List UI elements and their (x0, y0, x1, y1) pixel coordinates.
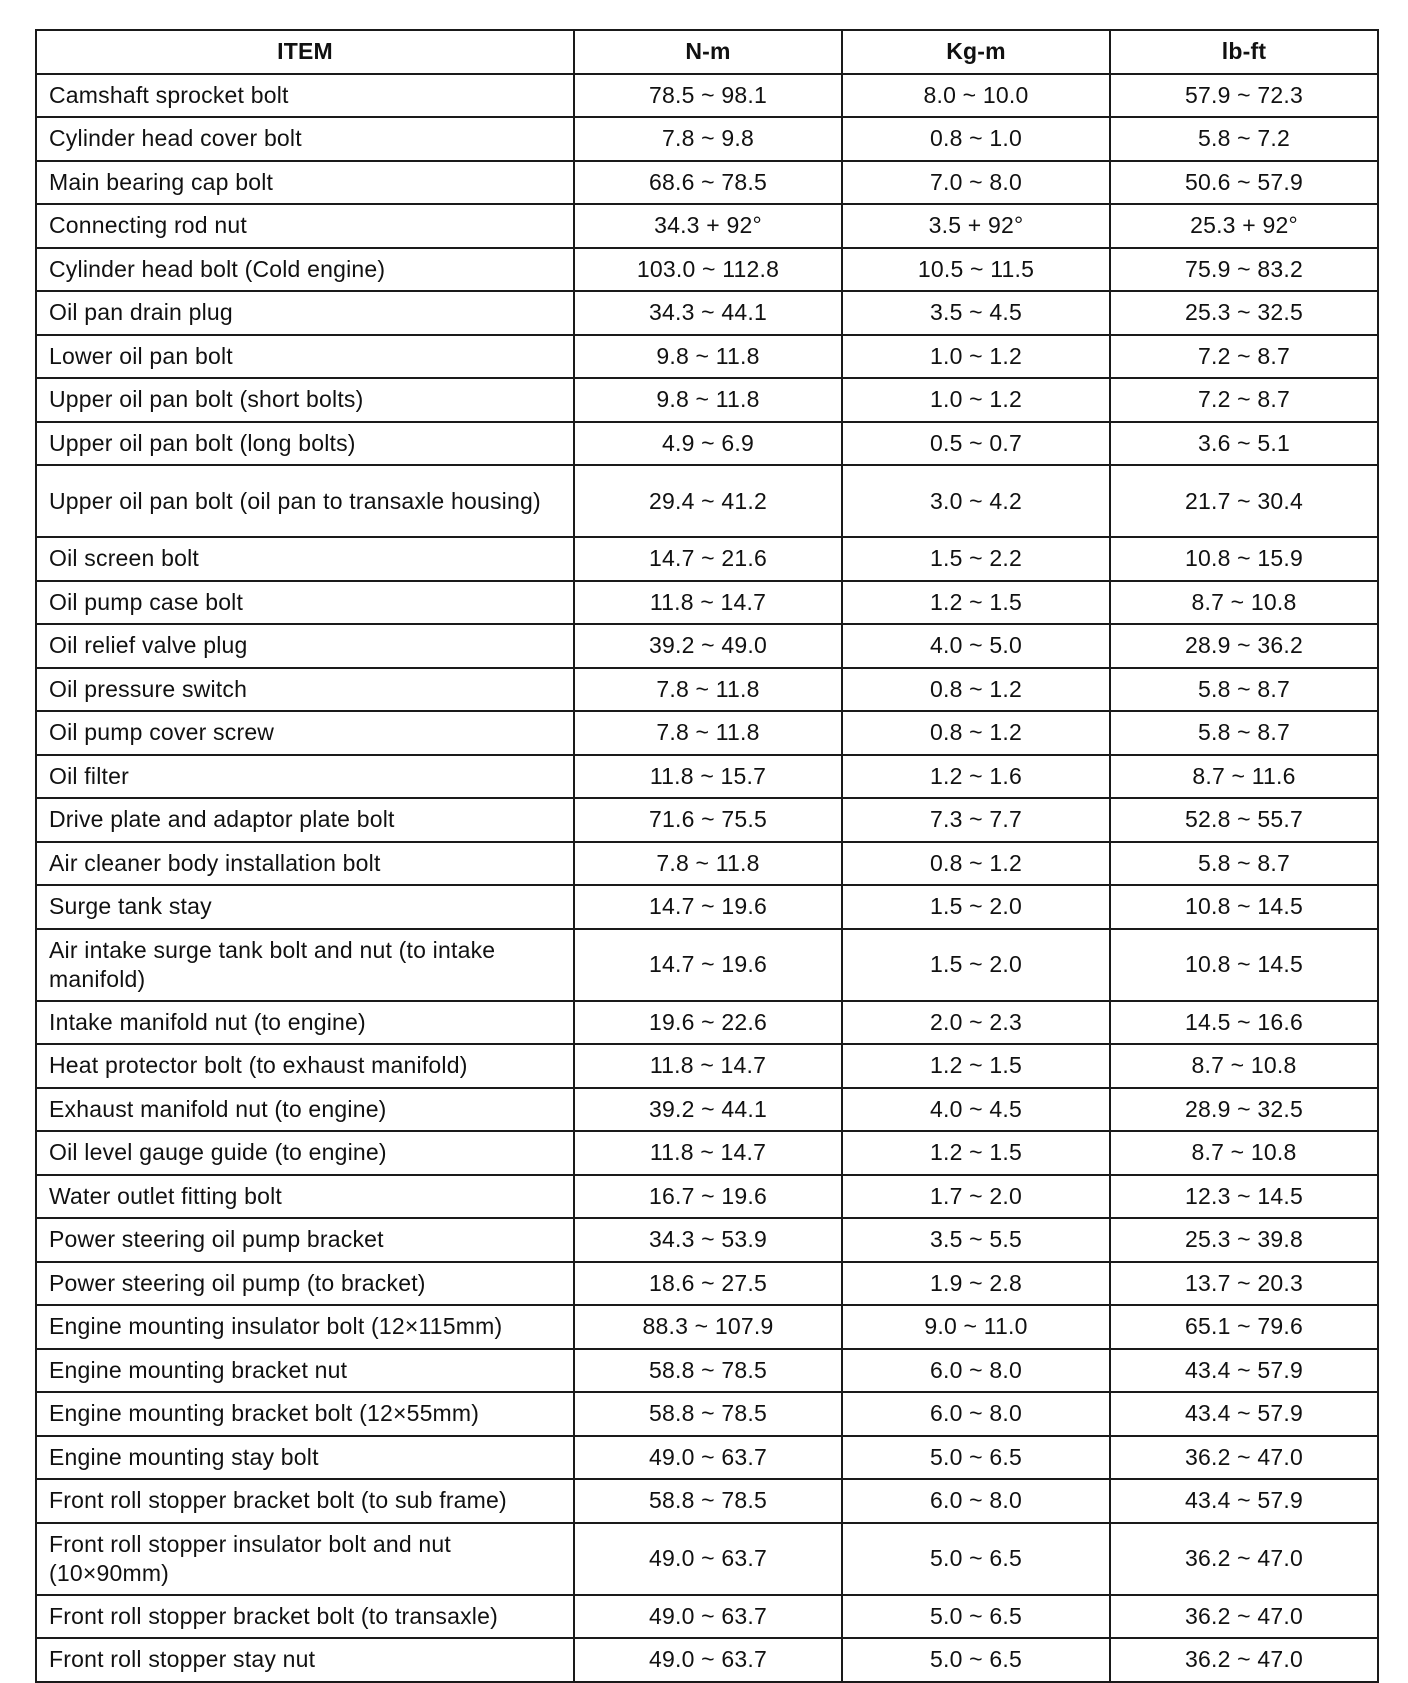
table-row (36, 842, 1378, 886)
cell-lbft: 8.7 ~ 10.8 (1110, 1044, 1378, 1088)
cell-lbft: 65.1 ~ 79.6 (1110, 1305, 1378, 1349)
cell-item: Air cleaner body installation bolt (36, 842, 574, 886)
cell-kgm: 1.5 ~ 2.0 (842, 929, 1110, 1001)
table-row (36, 1305, 1378, 1349)
cell-item: Engine mounting stay bolt (36, 1436, 574, 1480)
cell-item: Air intake surge tank bolt and nut (to intake manifold) (36, 929, 574, 1001)
cell-lbft: 25.3 ~ 32.5 (1110, 291, 1378, 335)
cell-lbft: 43.4 ~ 57.9 (1110, 1349, 1378, 1393)
cell-item: Water outlet fitting bolt (36, 1175, 574, 1219)
table-row (36, 161, 1378, 205)
cell-lbft: 7.2 ~ 8.7 (1110, 378, 1378, 422)
cell-item: Power steering oil pump (to bracket) (36, 1262, 574, 1306)
table-row (36, 1349, 1378, 1393)
cell-item: Front roll stopper bracket bolt (to sub frame) (36, 1479, 574, 1523)
table-row (36, 929, 1378, 1001)
cell-nm: 7.8 ~ 9.8 (574, 117, 842, 161)
table-row (36, 711, 1378, 755)
cell-item: Oil relief valve plug (36, 624, 574, 668)
table-row (36, 378, 1378, 422)
cell-nm: 34.3 + 92° (574, 204, 842, 248)
cell-nm: 9.8 ~ 11.8 (574, 335, 842, 379)
cell-kgm: 6.0 ~ 8.0 (842, 1479, 1110, 1523)
table-body (36, 74, 1378, 1682)
cell-kgm: 7.3 ~ 7.7 (842, 798, 1110, 842)
cell-kgm: 1.2 ~ 1.5 (842, 1131, 1110, 1175)
cell-kgm: 0.8 ~ 1.2 (842, 668, 1110, 712)
cell-lbft: 43.4 ~ 57.9 (1110, 1392, 1378, 1436)
cell-lbft: 25.3 + 92° (1110, 204, 1378, 248)
cell-kgm: 1.5 ~ 2.0 (842, 885, 1110, 929)
cell-item: Front roll stopper insulator bolt and nut (10×90mm) (36, 1523, 574, 1595)
table-row (36, 465, 1378, 537)
cell-nm: 34.3 ~ 44.1 (574, 291, 842, 335)
cell-kgm: 7.0 ~ 8.0 (842, 161, 1110, 205)
cell-item: Lower oil pan bolt (36, 335, 574, 379)
cell-nm: 7.8 ~ 11.8 (574, 711, 842, 755)
cell-kgm: 4.0 ~ 5.0 (842, 624, 1110, 668)
cell-kgm: 0.8 ~ 1.2 (842, 711, 1110, 755)
cell-nm: 18.6 ~ 27.5 (574, 1262, 842, 1306)
cell-nm: 9.8 ~ 11.8 (574, 378, 842, 422)
cell-nm: 11.8 ~ 15.7 (574, 755, 842, 799)
cell-lbft: 5.8 ~ 8.7 (1110, 842, 1378, 886)
table-row (36, 581, 1378, 625)
cell-kgm: 10.5 ~ 11.5 (842, 248, 1110, 292)
cell-lbft: 14.5 ~ 16.6 (1110, 1001, 1378, 1045)
cell-item: Main bearing cap bolt (36, 161, 574, 205)
cell-kgm: 5.0 ~ 6.5 (842, 1638, 1110, 1682)
table-row (36, 668, 1378, 712)
cell-nm: 58.8 ~ 78.5 (574, 1479, 842, 1523)
cell-lbft: 10.8 ~ 14.5 (1110, 929, 1378, 1001)
cell-lbft: 7.2 ~ 8.7 (1110, 335, 1378, 379)
cell-nm: 58.8 ~ 78.5 (574, 1392, 842, 1436)
cell-nm: 58.8 ~ 78.5 (574, 1349, 842, 1393)
cell-nm: 49.0 ~ 63.7 (574, 1595, 842, 1639)
cell-lbft: 52.8 ~ 55.7 (1110, 798, 1378, 842)
cell-lbft: 28.9 ~ 36.2 (1110, 624, 1378, 668)
table-row (36, 1638, 1378, 1682)
cell-item: Connecting rod nut (36, 204, 574, 248)
cell-kgm: 0.5 ~ 0.7 (842, 422, 1110, 466)
cell-item: Drive plate and adaptor plate bolt (36, 798, 574, 842)
cell-nm: 14.7 ~ 21.6 (574, 537, 842, 581)
cell-kgm: 2.0 ~ 2.3 (842, 1001, 1110, 1045)
cell-item: Surge tank stay (36, 885, 574, 929)
cell-nm: 39.2 ~ 44.1 (574, 1088, 842, 1132)
table-row (36, 1088, 1378, 1132)
header-nm: N-m (574, 30, 842, 74)
cell-lbft: 8.7 ~ 10.8 (1110, 1131, 1378, 1175)
cell-kgm: 1.5 ~ 2.2 (842, 537, 1110, 581)
cell-lbft: 8.7 ~ 10.8 (1110, 581, 1378, 625)
cell-item: Oil pump case bolt (36, 581, 574, 625)
cell-nm: 49.0 ~ 63.7 (574, 1638, 842, 1682)
cell-item: Upper oil pan bolt (long bolts) (36, 422, 574, 466)
cell-item: Oil screen bolt (36, 537, 574, 581)
table-row (36, 204, 1378, 248)
cell-lbft: 5.8 ~ 8.7 (1110, 711, 1378, 755)
cell-kgm: 3.5 ~ 4.5 (842, 291, 1110, 335)
cell-lbft: 10.8 ~ 14.5 (1110, 885, 1378, 929)
cell-lbft: 36.2 ~ 47.0 (1110, 1523, 1378, 1595)
cell-nm: 11.8 ~ 14.7 (574, 581, 842, 625)
cell-lbft: 43.4 ~ 57.9 (1110, 1479, 1378, 1523)
cell-kgm: 6.0 ~ 8.0 (842, 1392, 1110, 1436)
table-row (36, 335, 1378, 379)
cell-item: Power steering oil pump bracket (36, 1218, 574, 1262)
table-row (36, 1436, 1378, 1480)
cell-nm: 14.7 ~ 19.6 (574, 885, 842, 929)
table-row (36, 1131, 1378, 1175)
cell-kgm: 3.5 + 92° (842, 204, 1110, 248)
cell-nm: 103.0 ~ 112.8 (574, 248, 842, 292)
header-kgm: Kg-m (842, 30, 1110, 74)
cell-lbft: 8.7 ~ 11.6 (1110, 755, 1378, 799)
cell-nm: 71.6 ~ 75.5 (574, 798, 842, 842)
cell-lbft: 25.3 ~ 39.8 (1110, 1218, 1378, 1262)
cell-lbft: 36.2 ~ 47.0 (1110, 1638, 1378, 1682)
header-item: ITEM (36, 30, 574, 74)
table-row (36, 1175, 1378, 1219)
cell-kgm: 1.2 ~ 1.5 (842, 581, 1110, 625)
table-row (36, 798, 1378, 842)
cell-kgm: 1.2 ~ 1.6 (842, 755, 1110, 799)
cell-lbft: 12.3 ~ 14.5 (1110, 1175, 1378, 1219)
cell-lbft: 10.8 ~ 15.9 (1110, 537, 1378, 581)
cell-lbft: 13.7 ~ 20.3 (1110, 1262, 1378, 1306)
torque-spec-table (35, 29, 1379, 1683)
cell-lbft: 21.7 ~ 30.4 (1110, 465, 1378, 537)
cell-kgm: 1.0 ~ 1.2 (842, 378, 1110, 422)
cell-lbft: 28.9 ~ 32.5 (1110, 1088, 1378, 1132)
cell-nm: 49.0 ~ 63.7 (574, 1523, 842, 1595)
table-row (36, 1523, 1378, 1595)
cell-nm: 49.0 ~ 63.7 (574, 1436, 842, 1480)
table-header-row (36, 30, 1378, 74)
cell-kgm: 1.2 ~ 1.5 (842, 1044, 1110, 1088)
table-row (36, 1001, 1378, 1045)
cell-kgm: 3.0 ~ 4.2 (842, 465, 1110, 537)
cell-nm: 4.9 ~ 6.9 (574, 422, 842, 466)
cell-item: Upper oil pan bolt (oil pan to transaxle housing) (36, 465, 574, 537)
table-row (36, 1595, 1378, 1639)
table-row (36, 537, 1378, 581)
cell-nm: 39.2 ~ 49.0 (574, 624, 842, 668)
cell-item: Oil pump cover screw (36, 711, 574, 755)
cell-kgm: 9.0 ~ 11.0 (842, 1305, 1110, 1349)
table-row (36, 291, 1378, 335)
cell-item: Engine mounting bracket nut (36, 1349, 574, 1393)
table-row (36, 422, 1378, 466)
cell-nm: 11.8 ~ 14.7 (574, 1131, 842, 1175)
cell-nm: 88.3 ~ 107.9 (574, 1305, 842, 1349)
cell-kgm: 0.8 ~ 1.0 (842, 117, 1110, 161)
cell-kgm: 1.9 ~ 2.8 (842, 1262, 1110, 1306)
cell-kgm: 4.0 ~ 4.5 (842, 1088, 1110, 1132)
cell-item: Oil pan drain plug (36, 291, 574, 335)
cell-lbft: 5.8 ~ 8.7 (1110, 668, 1378, 712)
cell-kgm: 5.0 ~ 6.5 (842, 1436, 1110, 1480)
table-row (36, 74, 1378, 118)
cell-nm: 14.7 ~ 19.6 (574, 929, 842, 1001)
cell-lbft: 75.9 ~ 83.2 (1110, 248, 1378, 292)
cell-nm: 7.8 ~ 11.8 (574, 842, 842, 886)
cell-lbft: 36.2 ~ 47.0 (1110, 1436, 1378, 1480)
cell-nm: 78.5 ~ 98.1 (574, 74, 842, 118)
cell-nm: 19.6 ~ 22.6 (574, 1001, 842, 1045)
cell-nm: 7.8 ~ 11.8 (574, 668, 842, 712)
table-row (36, 885, 1378, 929)
cell-lbft: 36.2 ~ 47.0 (1110, 1595, 1378, 1639)
table-row (36, 1392, 1378, 1436)
table-row (36, 1262, 1378, 1306)
cell-item: Intake manifold nut (to engine) (36, 1001, 574, 1045)
cell-lbft: 57.9 ~ 72.3 (1110, 74, 1378, 118)
cell-item: Oil filter (36, 755, 574, 799)
cell-lbft: 3.6 ~ 5.1 (1110, 422, 1378, 466)
header-lbft: lb-ft (1110, 30, 1378, 74)
table-row (36, 1218, 1378, 1262)
cell-item: Cylinder head cover bolt (36, 117, 574, 161)
table-row (36, 248, 1378, 292)
cell-kgm: 1.7 ~ 2.0 (842, 1175, 1110, 1219)
cell-kgm: 0.8 ~ 1.2 (842, 842, 1110, 886)
table-row (36, 755, 1378, 799)
cell-nm: 11.8 ~ 14.7 (574, 1044, 842, 1088)
cell-item: Front roll stopper bracket bolt (to transaxle) (36, 1595, 574, 1639)
cell-item: Exhaust manifold nut (to engine) (36, 1088, 574, 1132)
cell-lbft: 50.6 ~ 57.9 (1110, 161, 1378, 205)
cell-kgm: 1.0 ~ 1.2 (842, 335, 1110, 379)
cell-kgm: 5.0 ~ 6.5 (842, 1523, 1110, 1595)
cell-kgm: 3.5 ~ 5.5 (842, 1218, 1110, 1262)
cell-kgm: 5.0 ~ 6.5 (842, 1595, 1110, 1639)
table-row (36, 624, 1378, 668)
cell-item: Cylinder head bolt (Cold engine) (36, 248, 574, 292)
cell-item: Camshaft sprocket bolt (36, 74, 574, 118)
cell-nm: 34.3 ~ 53.9 (574, 1218, 842, 1262)
cell-item: Oil level gauge guide (to engine) (36, 1131, 574, 1175)
table-row (36, 1479, 1378, 1523)
cell-kgm: 6.0 ~ 8.0 (842, 1349, 1110, 1393)
torque-spec-sheet (35, 29, 1377, 1683)
table-row (36, 117, 1378, 161)
cell-nm: 16.7 ~ 19.6 (574, 1175, 842, 1219)
cell-item: Oil pressure switch (36, 668, 574, 712)
cell-kgm: 8.0 ~ 10.0 (842, 74, 1110, 118)
cell-lbft: 5.8 ~ 7.2 (1110, 117, 1378, 161)
cell-nm: 68.6 ~ 78.5 (574, 161, 842, 205)
cell-item: Upper oil pan bolt (short bolts) (36, 378, 574, 422)
cell-item: Front roll stopper stay nut (36, 1638, 574, 1682)
table-row (36, 1044, 1378, 1088)
cell-item: Engine mounting insulator bolt (12×115mm) (36, 1305, 574, 1349)
cell-item: Heat protector bolt (to exhaust manifold) (36, 1044, 574, 1088)
cell-nm: 29.4 ~ 41.2 (574, 465, 842, 537)
cell-item: Engine mounting bracket bolt (12×55mm) (36, 1392, 574, 1436)
